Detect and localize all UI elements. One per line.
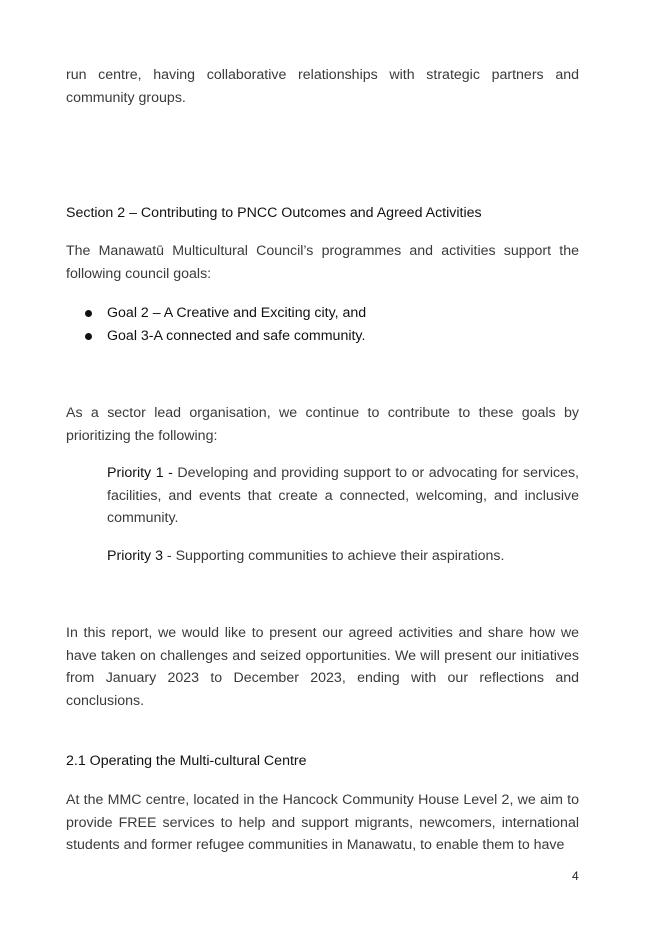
intro-paragraph: run centre, having collaborative relationships with strategic partners and community groups. xyxy=(66,67,579,106)
list-item xyxy=(85,302,366,325)
page-number: 4 xyxy=(572,869,579,883)
centre-paragraph: At the MMC centre, located in the Hancock Community House Level 2, we aim to provide FREE services to help and support migrants, newcomers, international students and former refugee communities in Manawatu, to enable them to have xyxy=(66,792,579,853)
priority-1-text: Developing and providing support to or advocating for services, facilities, and events that create a connected, welcoming, and inclusive community. xyxy=(107,465,580,526)
sector-paragraph: As a sector lead organisation, we continue to contribute to these goals by prioritizing the following: xyxy=(66,405,579,444)
report-paragraph: In this report, we would like to present our agreed activities and share how we have taken on challenges and seized opportunities. We will present our initiatives from January 2023 to December 2023, ending with our reflections and conclusions. xyxy=(66,625,579,709)
goals-intro-paragraph: The Manawatū Multicultural Council’s programmes and activities support the following council goals: xyxy=(66,243,579,282)
goal-text: Goal 3-A connected and safe community. xyxy=(107,328,366,344)
priority-3-text: - Supporting communities to achieve their aspirations. xyxy=(162,548,505,564)
bullet-icon xyxy=(85,333,92,340)
priority-1-paragraph xyxy=(107,462,579,530)
priority-1-label: Priority 1 - xyxy=(107,465,173,481)
bullet-icon xyxy=(85,310,92,317)
section-2-heading: Section 2 – Contributing to PNCC Outcomes and Agreed Activities xyxy=(66,205,482,221)
list-item xyxy=(85,325,366,348)
priority-3-paragraph xyxy=(107,545,579,568)
priority-3-label: Priority 3 xyxy=(107,548,163,564)
section-2-1-heading: 2.1 Operating the Multi-cultural Centre xyxy=(66,753,307,769)
goals-list xyxy=(85,302,366,348)
goal-text: Goal 2 – A Creative and Exciting city, and xyxy=(107,305,367,321)
